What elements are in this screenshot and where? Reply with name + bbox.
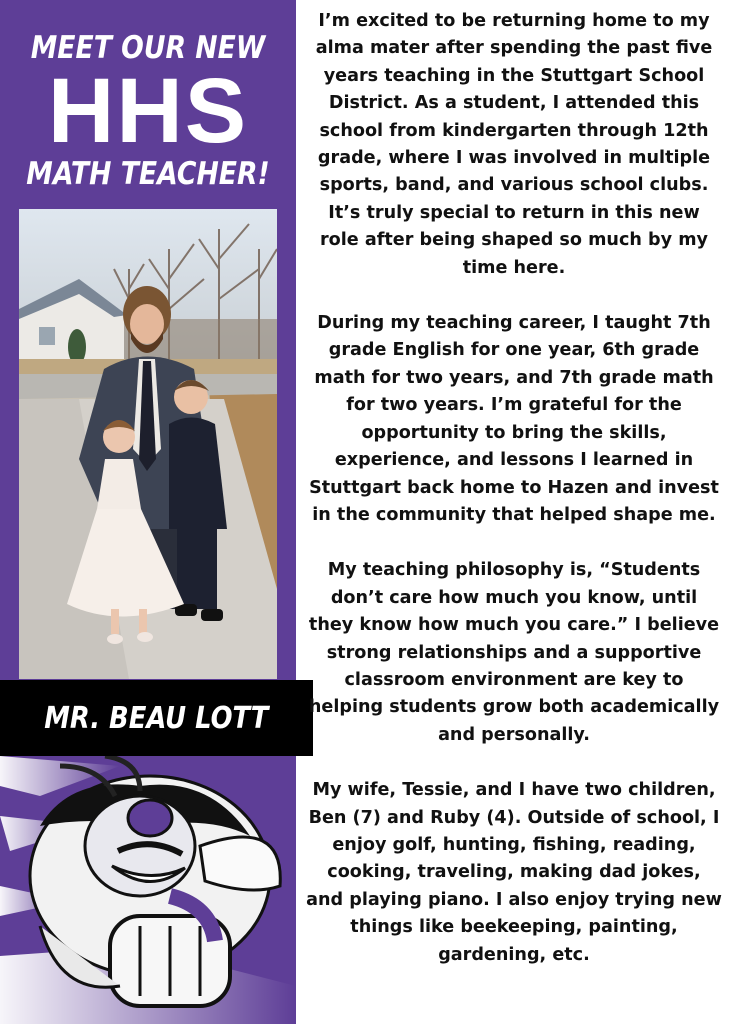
family-photo-icon [19, 209, 277, 679]
bio-paragraph-4: My wife, Tessie, and I have two children, Ben (7) and Ruby (4). Outside of school, I enjoy golf, hunting, fishing, reading, cooking, traveling, making dad jokes, and playing piano. I also enjoy trying new things like beekeeping, painting, gardening, etc. [306, 780, 722, 965]
bio-text [306, 8, 722, 997]
teacher-name: MR. BEAU LOTT [44, 700, 269, 736]
headline-hhs: HHS [47, 60, 249, 162]
hornet-mascot-icon [0, 756, 296, 1024]
headline-line-3: MATH TEACHER! [26, 156, 270, 192]
family-photo [19, 209, 277, 679]
teacher-nameplate [0, 680, 313, 756]
headline-line-1: MEET OUR NEW [30, 30, 266, 66]
bio-paragraph-2: During my teaching career, I taught 7th grade English for one year, 6th grade math for two years, and 7th grade math for two years. I’m grateful for the opportunity to bring the skills, experience, and lessons I learned in Stuttgart back home to Hazen and invest in the community that helped shape me. [309, 313, 719, 525]
mascot-area [0, 756, 296, 1024]
bio-paragraph-3: My teaching philosophy is, “Students don’t care how much you know, until they know how much you care.” I believe strong relationships and a supportive classroom environment are key to helping students grow both academically and personally. [308, 560, 720, 745]
sidebar-panel [0, 0, 296, 1024]
bio-paragraph-1: I’m excited to be returning home to my alma mater after spending the past five years teaching in the Stuttgart School District. As a student, I attended this school from kindergarten through 12th grade, where I was involved in multiple sports, band, and various school clubs. It’s truly special to return in this new role after being shaped so much by my time here. [315, 11, 713, 278]
headline [0, 28, 296, 194]
